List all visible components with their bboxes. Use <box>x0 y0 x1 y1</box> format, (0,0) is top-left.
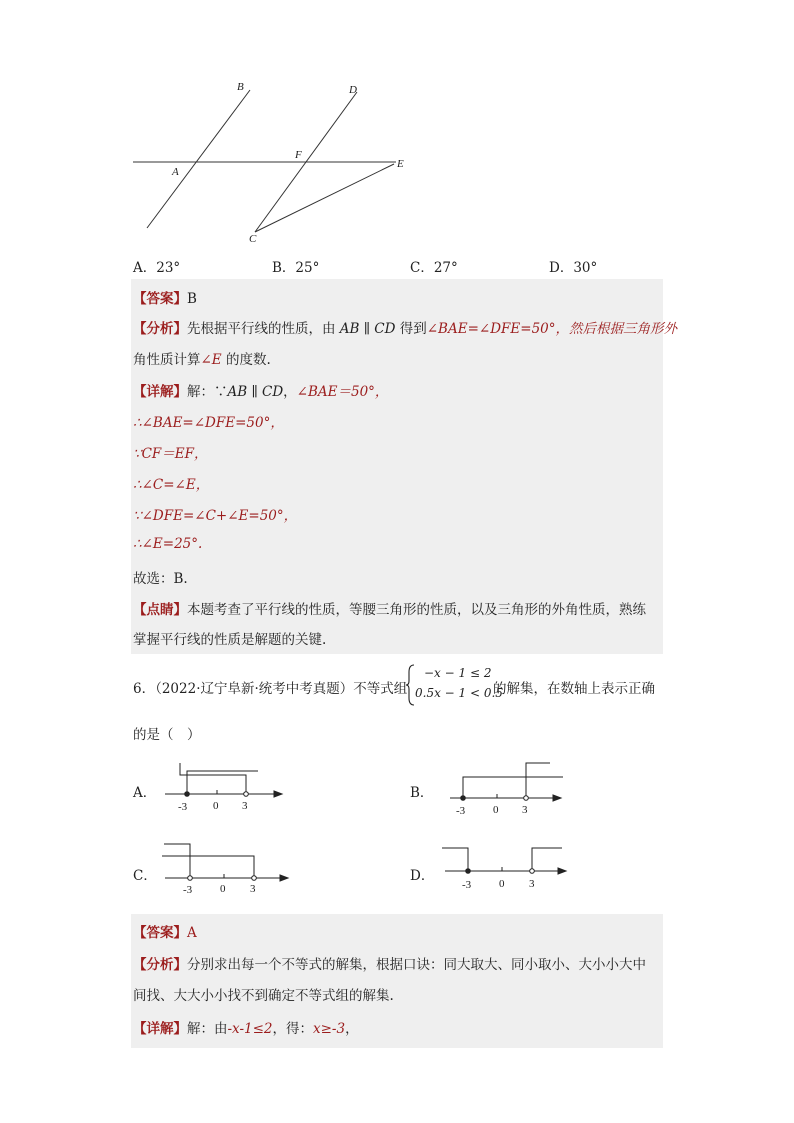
choice-a: A．23° <box>133 260 181 276</box>
choice-a-key: A． <box>133 785 157 801</box>
inequality-1: −x − 1 ≤ 2 <box>424 666 492 680</box>
step-2: ∵CF＝EF， <box>133 446 208 462</box>
svg-text:0: 0 <box>213 800 219 812</box>
label-e: E <box>397 158 404 170</box>
analysis-line-2: 角性质计算∠E 的度数. <box>133 352 271 368</box>
detail-line-1: 【详解】解：∵AB ∥ CD，∠BAE＝50°， <box>133 384 389 400</box>
q6-answer-line: 【答案】A <box>133 925 197 941</box>
q6-detail-line-1: 【详解】解：由-x-1≤2，得：x≥-3， <box>133 1021 359 1037</box>
q6-stem-c: 的是（ ） <box>133 727 201 743</box>
svg-text:3: 3 <box>522 804 528 816</box>
analysis-line-1: 【分析】先根据平行线的性质，由 AB ∥ CD 得到∠BAE=∠DFE=50°，然后根据三角形外 <box>133 321 677 337</box>
label-a: A <box>172 166 179 178</box>
svg-text:-3: -3 <box>178 801 188 813</box>
choice-d-key: D． <box>410 868 435 884</box>
inequality-2: 0.5x − 1 < 0.5 <box>415 686 503 700</box>
svg-text:0: 0 <box>499 878 505 890</box>
choice-c-key: C． <box>133 868 157 884</box>
step-3: ∴∠C=∠E， <box>133 477 210 493</box>
select-line: 故选：B. <box>133 571 188 587</box>
step-5: ∴∠E=25°. <box>133 536 203 552</box>
svg-text:3: 3 <box>529 878 535 890</box>
label-c: C <box>249 233 257 245</box>
q6-stem-b: 的解集，在数轴上表示正确 <box>493 681 655 697</box>
choice-b: B．25° <box>272 260 320 276</box>
answer-line: 【答案】B <box>133 291 197 307</box>
svg-text:3: 3 <box>250 883 256 895</box>
svg-text:-3: -3 <box>183 884 193 896</box>
q6-stem-a: 6．（2022·辽宁阜新·统考中考真题）不等式组 <box>133 681 408 697</box>
label-f: F <box>295 149 302 161</box>
comment-line-2: 掌握平行线的性质是解题的关键. <box>133 632 327 648</box>
inequality-system <box>405 664 503 706</box>
q6-analysis-line-2: 间找、大大小小找不到确定不等式组的解集. <box>133 988 394 1004</box>
number-line-a <box>160 755 290 817</box>
choice-d: D．30° <box>549 260 598 276</box>
label-b: B <box>237 81 244 93</box>
svg-text:0: 0 <box>220 883 226 895</box>
number-line-c <box>160 838 295 900</box>
choice-c: C．27° <box>410 260 458 276</box>
number-line-d <box>440 838 575 900</box>
label-d: D <box>349 84 357 96</box>
brace-icon <box>405 664 415 706</box>
step-1: ∴∠BAE=∠DFE=50°， <box>133 415 284 431</box>
line-ce <box>255 164 394 232</box>
svg-text:0: 0 <box>493 804 499 816</box>
comment-line-1: 【点睛】本题考查了平行线的性质，等腰三角形的性质，以及三角形的外角性质，熟练 <box>133 602 646 618</box>
number-line-b <box>445 757 570 819</box>
svg-text:3: 3 <box>242 800 248 812</box>
step-4: ∵∠DFE=∠C+∠E=50°， <box>133 508 298 524</box>
q6-analysis-line-1: 【分析】分别求出每一个不等式的解集，根据口诀：同大取大、同小取小、大小小大中 <box>133 957 646 973</box>
choice-b-key: B． <box>410 785 434 801</box>
geometry-figure <box>120 72 420 247</box>
line-ab <box>147 90 250 228</box>
svg-text:-3: -3 <box>462 879 472 891</box>
svg-text:-3: -3 <box>456 805 466 817</box>
